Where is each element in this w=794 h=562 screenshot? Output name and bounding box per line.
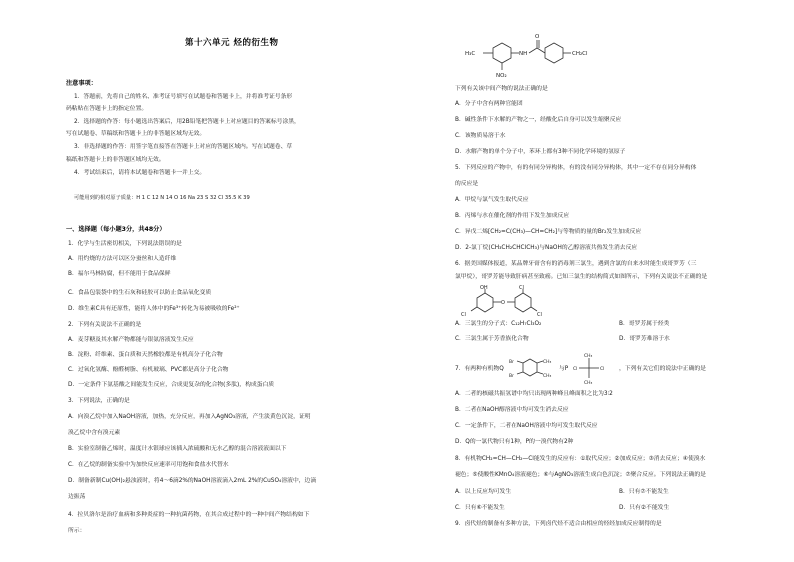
nh-label: NH: [519, 51, 528, 57]
atomic-masses: 可能用到的相对原子质量：H 1 C 12 N 14 O 16 Na 23 S 32 Cl 35.5 K 39: [74, 195, 250, 201]
option-line: D．一定条件下氨基酸之间能发生反应，合成更复杂的化合物(多肽)，构成蛋白质: [68, 382, 275, 388]
page-title: 第十六单元 烃的衍生物: [185, 38, 279, 48]
option-line: A．分子中含有两种官能团: [455, 101, 523, 107]
ch3-label: CH₃: [543, 374, 552, 379]
br-label: Br: [509, 360, 514, 365]
question-line: 氯甲烷），哥罗芳能导致肝病甚至致癌。已知三氯生的结构简式如图所示，下列有关说法不正确的是: [455, 274, 708, 280]
cl-label: Cl: [600, 367, 605, 372]
option-line: A．用灼烧的方法可以区分蚕丝和人造纤维: [68, 256, 177, 262]
notice-line: 3．非选择题的作答：用签字笔直接答在答题卡上对应的答题区域内。写在试题卷、草: [74, 144, 293, 150]
question-line: 褪色；⑤使酸性KMnO₄溶液褪色；⑥与AgNO₃溶液生成白色沉淀；⑦聚合反应。下列说法正确的是: [455, 472, 706, 478]
br-label: Br: [509, 374, 514, 379]
option-line: 边振荡: [68, 494, 86, 500]
question-line: 2．下列有关说法不正确的是: [68, 322, 142, 328]
q7-end-text: ，下列有关它们的说法中正确的是: [619, 366, 706, 372]
option-line: B．哥罗芳属于烃类: [619, 321, 670, 327]
oh-label: OH: [480, 285, 488, 291]
notice-line: 1．答题前，先将自己的姓名、准考证号填写在试题卷和答题卡上，并将准考证号条形: [74, 94, 293, 100]
notice-line: 码粘贴在答题卡上的指定位置。: [66, 106, 148, 112]
option-line: A．向溴乙烷中加入NaOH溶液，加热，充分反应，再加入AgNO₃溶液，产生淡黄色沉淀，证明: [68, 414, 311, 420]
notice-line: 2．选择题的作答：每小题选出答案后，用2B铅笔把答题卡上对应题目的答案标号涂黑，: [74, 119, 300, 125]
option-line: C．异戊二烯[CH₂=C(CH₃)—CH=CH₂]与等物质的量的Br₂发生加成反应: [455, 229, 642, 235]
question-line: 所示：: [68, 528, 86, 534]
option-line: C．食品包装袋中的生石灰和硅胶可以防止食品氧化变质: [68, 290, 212, 296]
option-line: C．只有⑥不能发生: [455, 505, 505, 511]
option-line: C．该物质易溶于水: [455, 133, 506, 139]
molecule-structure-1: [457, 30, 607, 82]
cl-label: Cl: [573, 367, 578, 372]
question-line: 7．有两种有机物Q: [455, 366, 504, 372]
question-line: 下列有关该中间产物的说法正确的是: [455, 86, 548, 92]
h3c-label: H₃C: [465, 51, 476, 57]
option-line: A．麦芽糖及其水解产物都能与银氨溶液发生反应: [68, 337, 194, 343]
triclosan-structure: [459, 284, 569, 318]
option-line: D．维生素C具有还原性，能将人体中的Fe³⁺转化为易被吸收的Fe²⁺: [68, 306, 240, 312]
ch2cl-label: CH₂Cl: [572, 51, 588, 57]
no2-label: NO₂: [496, 73, 507, 79]
notice-line: 稿纸和答题卡上的非答题区域均无效。: [66, 157, 165, 163]
option-line: C．在乙烷的制备实验中为加快反应速率可用饱和食盐水代替水: [68, 462, 229, 468]
molecule-p-structure: [573, 350, 617, 386]
o-label: O: [535, 34, 540, 40]
option-line: C．一定条件下，二者在NaOH溶液中均可发生取代反应: [455, 423, 598, 429]
option-line: 溴乙烷中含有溴元素: [68, 430, 121, 436]
option-line: D．只有②不能发生: [619, 505, 670, 511]
cl-label: Cl: [519, 285, 524, 291]
ch3-label: CH₃: [584, 381, 593, 386]
cl-label: Cl: [537, 312, 542, 318]
option-line: C．过氧化氢酶、酚醛树脂、有机玻璃、PVC都是高分子化合物: [68, 367, 229, 373]
option-line: B．福尔马林防腐，但不能用于食品保鲜: [68, 271, 171, 277]
ch3-label: CH₃: [584, 354, 593, 359]
option-line: B．实验室制备乙烯时，温度计水银球应该插入浓硫酸和无水乙醇的混合溶液液面以下: [68, 446, 287, 452]
ch3-label: CH₃: [543, 360, 552, 365]
ether-o-label: O: [501, 300, 505, 306]
option-line: B．淀粉、纤维素、蛋白质和天然橡胶都是有机高分子化合物: [68, 352, 223, 358]
option-line: C．三氯生属于芳香族化合物: [455, 336, 529, 342]
option-line: D．2-氯丁烷(CH₃CH₂CHClCH₃)与NaOH的乙醇溶液共热发生消去反应: [455, 245, 638, 251]
option-line: A．二者的核磁共振氢谱中均只出现两种峰且峰面积之比为3∶2: [455, 391, 613, 397]
notice-heading: 注意事项：: [66, 80, 97, 87]
option-line: A．三氯生的分子式：C₁₂H₇Cl₃O₂: [455, 321, 542, 327]
q7-mid-text: 与P: [559, 366, 569, 372]
question-line: 1．化学与生活密切相关，下列说法错误的是: [68, 241, 182, 247]
section-heading: 一、选择题（每小题3分，共48分）: [66, 226, 166, 233]
option-line: B．丙烯与水在催化剂的作用下发生加成反应: [455, 213, 570, 219]
option-line: A．以上反应均可发生: [455, 489, 512, 495]
option-line: D．水解产物的单个分子中，苯环上都有3种不同化学环境的氢原子: [455, 149, 626, 155]
option-line: B．二者在NaOH醇溶液中均可发生消去反应: [455, 407, 569, 413]
cl-label: Cl: [461, 312, 466, 318]
option-line: D．制备新制Cu(OH)₂悬浊液时，将4～6滴2%的NaOH溶液滴入2mL 2%的CuSO₄溶液中，边滴: [68, 478, 317, 484]
question-line: 8．有机物CH₂=CH—CH₂—Cl能发生的反应有：①取代反应；②加成反应；③消去反应；④使溴水: [455, 456, 706, 462]
notice-line: 写在试题卷、草稿纸和答题卡上的非答题区域均无效。: [66, 131, 206, 137]
option-line: B．碱性条件下水解的产物之一，经酸化后自身可以发生缩聚反应: [455, 117, 622, 123]
molecule-q-structure: [509, 355, 559, 381]
option-line: A．甲烷与氯气发生取代反应: [455, 197, 529, 203]
question-line: 4．拉贝洛尔是治疗血病和多种炎症的一种抗菌药物，在其合成过程中的一种中间产物结构如下: [68, 512, 310, 518]
question-line: 3．下列说法，正确的是: [68, 398, 130, 404]
notice-line: 4．考试结束后，请将本试题卷和答题卡一并上交。: [74, 170, 206, 176]
option-line: D．Q的一氯代物只有1种，P的一溴代物有2种: [455, 439, 574, 445]
option-line: D．哥罗芳难溶于水: [619, 336, 670, 342]
question-line: 9．卤代烃的制备有多种方法，下列卤代烃不适合由相应的烃经加成反应制得的是: [455, 521, 662, 527]
question-line: 6．据美国媒体报道，某品牌牙膏含有的消毒剂三氯生，遇到含氯的自来水时能生成哥罗芳（三: [455, 261, 697, 267]
option-line: B．只有⑦不能发生: [619, 489, 669, 495]
question-line: 的反应是: [455, 181, 479, 187]
question-line: 5．下列反应的产物中，有的有同分异构体，有的没有同分异构体，其中一定不存在同分异构体: [455, 165, 697, 171]
